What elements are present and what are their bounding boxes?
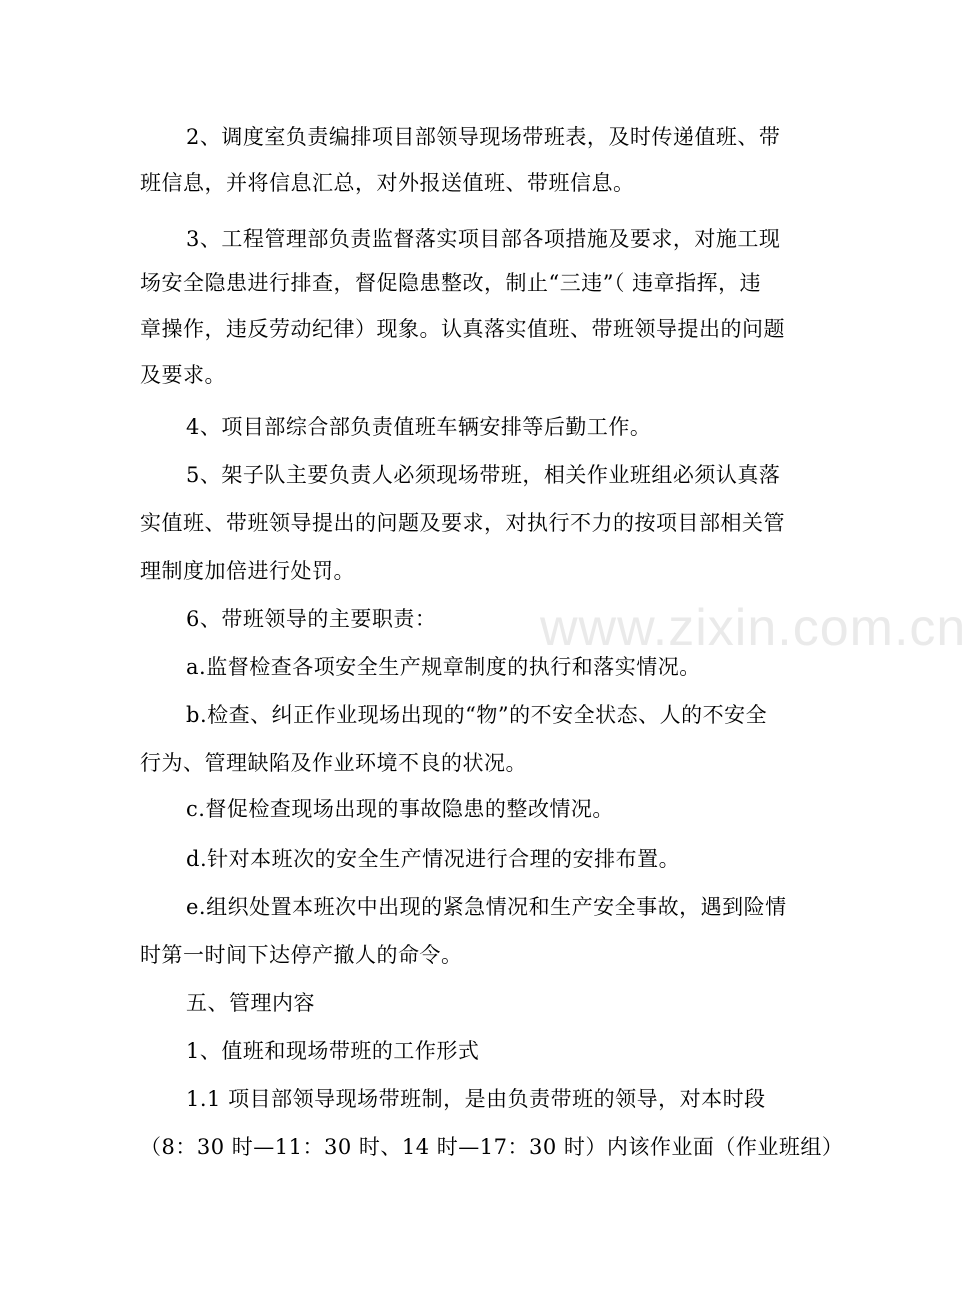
paragraph-line: 2、调度室负责编排项目部领导现场带班表，及时传递值班、带 — [186, 125, 781, 149]
paragraph-line: 行为、管理缺陷及作业环境不良的状况。 — [140, 751, 527, 775]
paragraph-line: 理制度加倍进行处罚。 — [140, 559, 355, 583]
paragraph-line: 4、项目部综合部负责值班车辆安排等后勤工作。 — [186, 415, 652, 439]
paragraph-line: 1.1 项目部领导现场带班制，是由负责带班的领导，对本时段 — [186, 1087, 766, 1111]
paragraph-line: 实值班、带班领导提出的问题及要求，对执行不力的按项目部相关管 — [140, 511, 785, 535]
watermark-text: www.zixin.com.cn — [540, 599, 966, 657]
section-heading: 五、管理内容 — [186, 991, 315, 1015]
paragraph-line: c.督促检查现场出现的事故隐患的整改情况。 — [186, 797, 614, 821]
paragraph-line: b.检查、纠正作业现场出现的“物”的不安全状态、人的不安全 — [186, 703, 768, 727]
paragraph-line: （8：30 时—11：30 时、14 时—17：30 时）内该作业面（作业班组） — [140, 1135, 844, 1159]
paragraph-line: 章操作，违反劳动纪律）现象。认真落实值班、带班领导提出的问题 — [140, 317, 785, 341]
paragraph-line: 班信息，并将信息汇总，对外报送值班、带班信息。 — [140, 171, 635, 195]
paragraph-line: 及要求。 — [140, 363, 226, 387]
paragraph-line: 6、带班领导的主要职责： — [186, 607, 437, 631]
paragraph-line: 场安全隐患进行排查，督促隐患整改，制止“三违”（ 违章指挥，违 — [140, 271, 762, 295]
subsection-heading: 1、值班和现场带班的工作形式 — [186, 1039, 480, 1063]
paragraph-line: d.针对本班次的安全生产情况进行合理的安排布置。 — [186, 847, 681, 871]
paragraph-line: 时第一时间下达停产撤人的命令。 — [140, 943, 463, 967]
paragraph-line: e.组织处置本班次中出现的紧急情况和生产安全事故，遇到险情 — [186, 895, 787, 919]
paragraph-line: 3、工程管理部负责监督落实项目部各项措施及要求，对施工现 — [186, 227, 781, 251]
paragraph-line: a.监督检查各项安全生产规章制度的执行和落实情况。 — [186, 655, 701, 679]
paragraph-line: 5、架子队主要负责人必须现场带班，相关作业班组必须认真落 — [186, 463, 781, 487]
